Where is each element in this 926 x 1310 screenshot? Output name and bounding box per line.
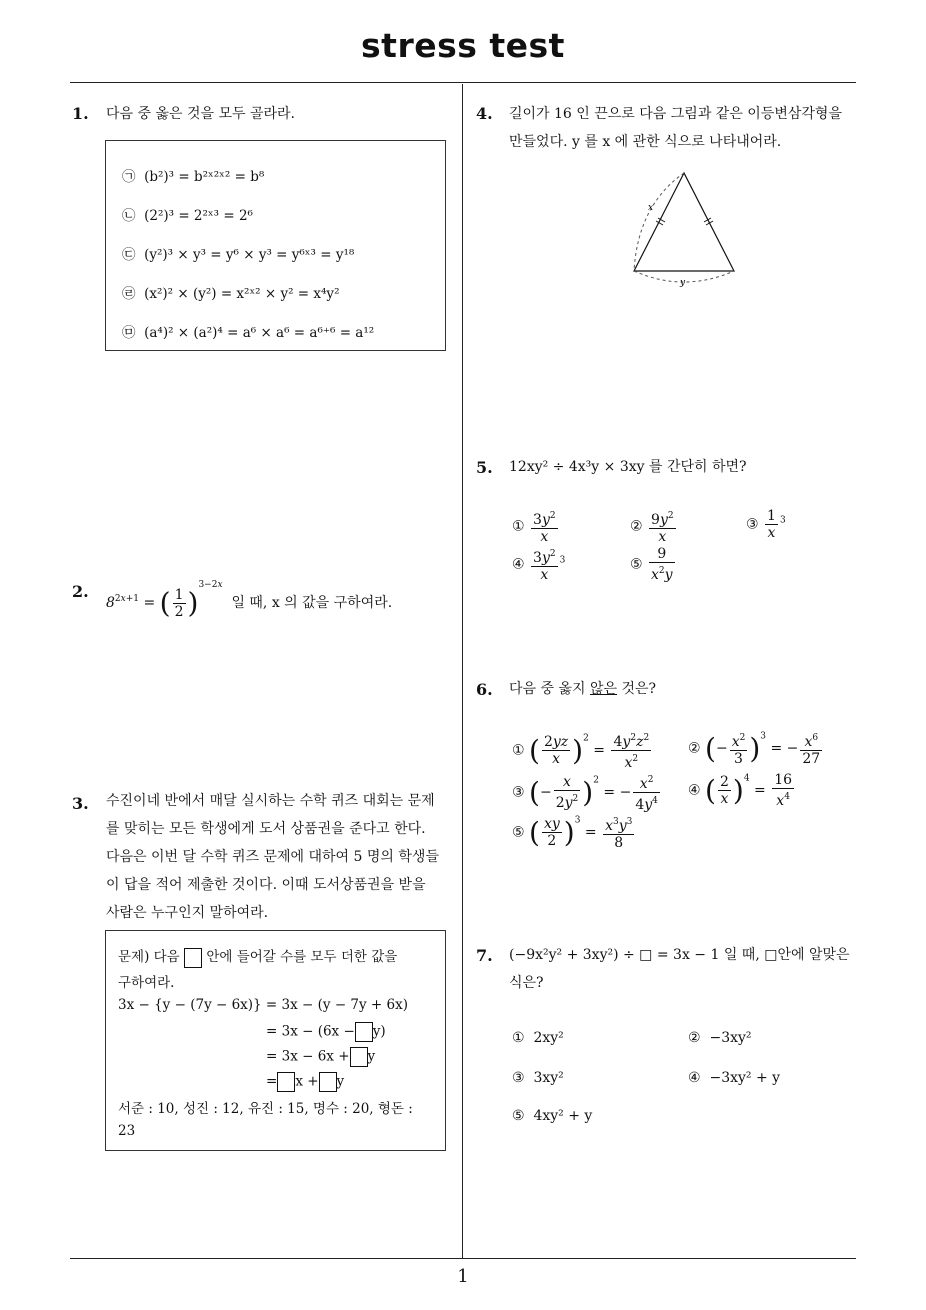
q2-tail-text: 일 때, x 의 값을 구하여라. [231,595,393,611]
header-rule [70,82,856,83]
q1-statement: ㉣ (x²)² × (y²) = x²ˣ² × y² = x⁴y² [122,286,340,302]
column-divider [462,84,463,1259]
label-y: y [680,278,686,288]
q6-option-2[interactable]: ② (− $\frac{x^2}{3}$ )$^3$ = − $\frac{x^6}{27}$ [688,731,821,767]
q7-option-1[interactable]: ① 2xy² [512,1030,564,1046]
question-2-number: 2. [72,582,89,601]
blank-box [355,1022,373,1042]
q5-option-4[interactable]: ④ $\frac{3y^2}{x}$ $^3$ [512,546,565,583]
blank-box [184,948,202,968]
q6-option-1[interactable]: ① ( $\frac{2yz}{x}$ )$^2$ = $\frac{4y^2z^2}{x^2}$ [512,730,653,771]
q5-option-1[interactable]: ① $\frac{3y^2}{x}$ [512,508,560,545]
page-title: stress test [361,26,565,65]
question-7-text: (−9x²y² + 3xy²) ÷ □ = 3x − 1 일 때, □안에 알맞은 식은? [509,947,850,991]
q3-equation-line: = x + y [266,1072,344,1092]
triangle-shape [634,173,734,271]
isosceles-triangle-figure [620,165,750,290]
blank-box [319,1072,337,1092]
q1-statement: ㉡ (2²)³ = 2²ˣ³ = 2⁶ [122,208,253,224]
label-x: x [648,203,654,213]
q1-statement: ㉤ (a⁴)² × (a²)⁴ = a⁶ × a⁶ = a⁶⁺⁶ = a¹² [122,325,375,341]
blank-box [350,1047,368,1067]
question-4-text: 길이가 16 인 끈으로 다음 그림과 같은 이등변삼각형을 만들었다. y 를 x 에 관한 식으로 나타내어라. [509,106,842,150]
q1-statement: ㉢ (y²)³ × y³ = y⁶ × y³ = y⁶ˣ³ = y¹⁸ [122,247,355,263]
question-2-text [106,580,392,620]
question-6-number: 6. [476,680,493,699]
q7-option-2[interactable]: ② −3xy² [688,1030,752,1046]
q3-equation-line: = 3x − 6x + y [266,1047,375,1067]
q7-option-5[interactable]: ⑤ 4xy² + y [512,1108,593,1124]
q6-option-4[interactable]: ④ ( $\frac{2}{x}$ )$^4$ = $\frac{16}{x^4}$ [688,772,793,809]
q1-statements-box [105,140,446,351]
question-5-text: 12xy² ÷ 4x³y × 3xy 를 간단히 하면? [509,459,747,475]
q6-option-5[interactable]: ⑤ ( $\frac{xy}{2}$ )$^3$ = $\frac{x^3y^3}{8}$ [512,815,633,851]
question-7-number: 7. [476,946,493,965]
page-number: 1 [457,1266,469,1287]
q3-equation-line: 3x − {y − (7y − 6x)} = 3x − (y − 7y + 6x) [118,997,408,1013]
q7-option-3[interactable]: ③ 3xy² [512,1070,564,1086]
question-3-number: 3. [72,794,89,813]
footer-rule [70,1258,856,1259]
q5-option-2[interactable]: ② $\frac{9y^2}{x}$ [630,508,678,545]
question-5-number: 5. [476,458,493,477]
question-4-number: 4. [476,104,493,123]
q3-equation-line: = 3x − (6x − y) [266,1022,386,1042]
question-6-text: 다음 중 옳지 않은 것은? [509,681,657,697]
question-1-text: 다음 중 옳은 것을 모두 골라라. [106,106,295,122]
q3-student-answers: 서준 : 10, 성진 : 12, 유진 : 15, 명수 : 20, 형돈 : [118,1101,413,1117]
q3-box-heading-2: 구하여라. [118,975,175,991]
q3-problem-box [105,930,446,1151]
q5-option-3[interactable]: ③ $\frac{1}{x}$ $^3$ [746,508,786,541]
q1-statement: ㉠ (b²)³ = b²ˣ²ˣ² = b⁸ [122,169,265,185]
question-3-text: 수진이네 반에서 매달 실시하는 수학 퀴즈 대회는 문제 를 맞히는 모든 학생에게 도서 상품권을 준다고 한다. 다음은 이번 달 수학 퀴즈 문제에 대하여 5 명의 학생들 이 답을 적어 제출한 것이다. 이때 도서상품권을 받을 사람은 누구인지 말하여라. [106,793,439,921]
q3-box-heading: 문제) 다음 안에 들어갈 수를 모두 더한 값을 [118,945,397,968]
q2-equation: $8^{2x+1}$ = ( $\frac{1}{2}$ )$^{3-2x}$ [106,580,223,620]
q5-option-5[interactable]: ⑤ $\frac{9}{x^2y}$ [630,546,673,583]
q3-student-answers-cont: 23 [118,1123,136,1139]
question-1-number: 1. [72,104,89,123]
blank-box [277,1072,295,1092]
q6-option-3[interactable]: ③ (− $\frac{x}{2y^2}$ )$^2$ = − $\frac{x^2}{4y^4}$ [512,774,658,813]
q7-option-4[interactable]: ④ −3xy² + y [688,1070,781,1086]
